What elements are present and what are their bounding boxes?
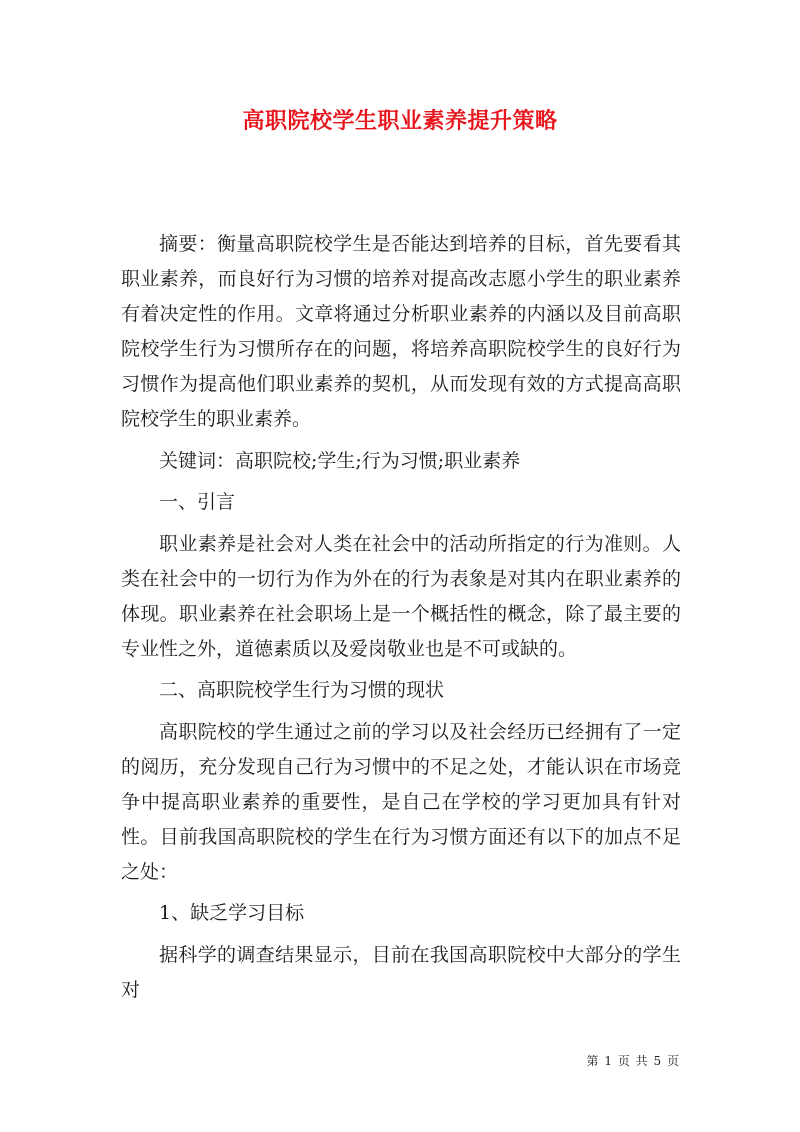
lack-of-goals-paragraph: 据科学的调查结果显示，目前在我国高职院校中大部分的学生对 <box>121 943 681 1001</box>
document-body <box>121 227 681 1014</box>
keywords-paragraph: 关键词：高职院校;学生;行为习惯;职业素养 <box>159 449 521 472</box>
current-page-number: 1 <box>604 1054 614 1068</box>
page-number-footer <box>587 1052 680 1069</box>
section-heading-current-status: 二、高职院校学生行为习惯的现状 <box>159 679 445 701</box>
page-label-prefix: 第 <box>586 1054 600 1068</box>
abstract-paragraph: 摘要：衡量高职院校学生是否能达到培养的目标，首先要看其职业素养，而良好行为习惯的培养对提高改志愿小学生的职业素养有着决定性的作用。文章将通过分析职业素养的内涵以及目前高职院校学生行为习惯所存在的问题，将培养高职院校学生的良好行为习惯作为提高他们职业素养的契机，从而发现有效的方式提高高职院校学生的职业素养。 <box>121 233 681 430</box>
subsection-heading-lack-of-goals: 1、缺乏学习目标 <box>159 902 305 924</box>
current-status-paragraph: 高职院校的学生通过之前的学习以及社会经历已经拥有了一定的阅历，充分发现自己行为习惯中的不足之处，才能认识在市场竞争中提高职业素养的重要性，是自己在学校的学习更加具有针对性。目前我国高职院校的学生在行为习惯方面还有以下的加点不足之处： <box>121 720 681 883</box>
document-title: 高职院校学生职业素养提升策略 <box>242 108 558 134</box>
page-label-mid: 页 共 <box>617 1054 649 1068</box>
introduction-paragraph: 职业素养是社会对人类在社会中的活动所指定的行为准则。人类在社会中的一切行为作为外在的行为表象是对其内在职业素养的体现。职业素养在社会职场上是一个概括性的概念，除了最主要的专业性之外，道德素质以及爱岗敬业也是不可或缺的。 <box>121 532 681 660</box>
section-heading-introduction: 一、引言 <box>159 491 236 513</box>
page-label-suffix: 页 <box>666 1054 680 1068</box>
total-pages-number: 5 <box>653 1054 663 1068</box>
